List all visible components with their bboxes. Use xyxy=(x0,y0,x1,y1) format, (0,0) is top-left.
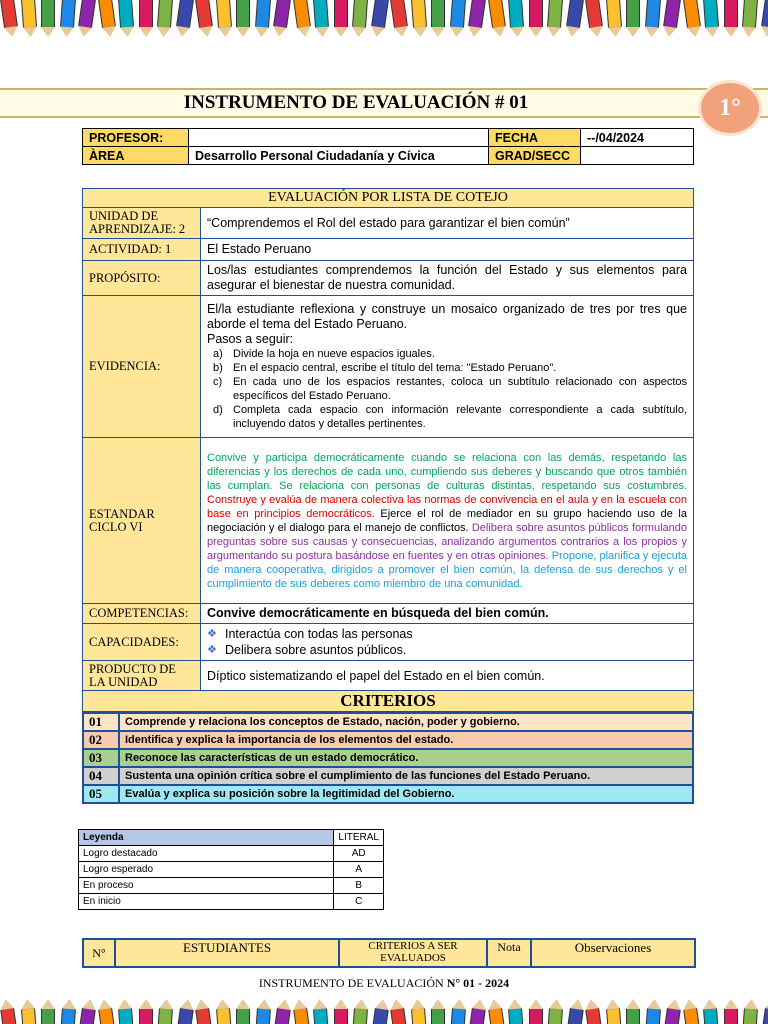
criteria-column-header: CRITERIOS A SER EVALUADOS xyxy=(339,939,487,967)
pencil-decoration xyxy=(215,0,231,28)
pencil-decoration xyxy=(195,0,213,29)
estandar-segment: Ejerce el rol de mediador en su grupo haciendo uso de la negociación y el dialogo para el manejo de conflictos. xyxy=(207,507,687,534)
criterio-row xyxy=(83,731,693,749)
criterio-text: Evalúa y explica su posición sobre la legitimidad del Gobierno. xyxy=(119,785,693,803)
legend-row-label: Logro esperado xyxy=(79,862,334,878)
legend-row-value: A xyxy=(334,862,384,878)
pencil-decoration xyxy=(605,0,621,28)
pencil-decoration xyxy=(585,0,603,29)
pencil-decoration xyxy=(41,1008,55,1024)
legend-table xyxy=(78,829,384,910)
evidencia-steps xyxy=(213,347,687,431)
grade-badge: 1° xyxy=(698,80,762,136)
evidencia-label: EVIDENCIA: xyxy=(83,296,201,438)
pencil-decoration xyxy=(547,1008,563,1024)
evidencia-step: c) En cada uno de los espacios restantes, coloca un subtítulo relacionado con aspectos específicos del Estado Peruano. xyxy=(213,376,687,402)
evidencia-pasos: Pasos a seguir: xyxy=(207,332,294,346)
criterios-heading: CRITERIOS xyxy=(82,690,694,712)
criterios-table xyxy=(82,712,694,804)
evidencia-value xyxy=(201,296,694,438)
proposito-label: PROPÓSITO: xyxy=(83,261,201,296)
pencil-decoration xyxy=(547,0,563,28)
pencil-decoration xyxy=(236,0,250,28)
pencil-decoration xyxy=(352,1008,368,1024)
fecha-label: FECHA xyxy=(489,129,581,147)
pencil-decoration xyxy=(139,1008,153,1024)
legend-row xyxy=(79,894,384,910)
capacidades-label: CAPACIDADES: xyxy=(83,624,201,661)
pencil-decoration xyxy=(21,1008,37,1024)
pencil-decoration xyxy=(390,0,408,29)
profesor-field[interactable] xyxy=(189,129,489,147)
pencil-decoration xyxy=(41,0,55,28)
criterio-number: 02 xyxy=(83,731,119,749)
top-pencil-border xyxy=(0,0,768,46)
page-title: INSTRUMENTO DE EVALUACIÓN # 01 xyxy=(183,92,529,113)
actividad-label: ACTIVIDAD: 1 xyxy=(83,239,201,261)
pencil-decoration xyxy=(0,1007,18,1024)
pencil-decoration xyxy=(139,0,153,28)
diamond-bullet-icon: ❖ xyxy=(207,628,217,640)
students-table xyxy=(82,938,696,968)
pencil-decoration xyxy=(468,0,486,29)
pencil-decoration xyxy=(195,1007,213,1024)
legend-header-value: LITERAL xyxy=(334,830,384,846)
pencil-decoration xyxy=(255,1008,271,1024)
pencil-decoration xyxy=(683,1007,701,1024)
pencil-decoration xyxy=(78,1007,96,1024)
pencil-decoration xyxy=(431,0,445,28)
pencil-decoration xyxy=(78,0,96,29)
pencil-decoration xyxy=(626,1008,640,1024)
criterio-row xyxy=(83,749,693,767)
legend-row-label: En inicio xyxy=(79,894,334,910)
bottom-pencil-border xyxy=(0,996,768,1024)
pencil-decoration xyxy=(352,0,368,28)
pencil-decoration xyxy=(431,1008,445,1024)
pencil-decoration xyxy=(273,0,291,29)
pencil-decoration xyxy=(529,0,543,28)
pencil-decoration xyxy=(645,1008,661,1024)
profesor-label: PROFESOR: xyxy=(83,129,189,147)
legend-row-value: C xyxy=(334,894,384,910)
header-table xyxy=(82,128,694,165)
legend-row xyxy=(79,862,384,878)
pencil-decoration xyxy=(216,1008,232,1024)
legend-row xyxy=(79,846,384,862)
students-column-header: ESTUDIANTES xyxy=(115,939,339,967)
criterio-number: 03 xyxy=(83,749,119,767)
actividad-value: El Estado Peruano xyxy=(201,239,694,261)
legend-row-value: B xyxy=(334,878,384,894)
pencil-decoration xyxy=(682,0,700,29)
pencil-decoration xyxy=(626,0,640,28)
pencil-decoration xyxy=(390,1007,408,1024)
competencias-label: COMPETENCIAS: xyxy=(83,604,201,624)
legend-row-label: Logro destacado xyxy=(79,846,334,862)
criterio-text: Reconoce las características de un estado democrático. xyxy=(119,749,693,767)
area-value: Desarrollo Personal Ciudadanía y Cívica xyxy=(189,147,489,165)
legend-row xyxy=(79,878,384,894)
area-label: ÀREA xyxy=(83,147,189,165)
footer-text: INSTRUMENTO DE EVALUACIÓN xyxy=(258,976,447,990)
pencil-decoration xyxy=(334,0,348,28)
estandar-value xyxy=(201,438,694,604)
diamond-bullet-icon: ❖ xyxy=(207,644,217,656)
producto-value: Díptico sistematizando el papel del Estado en el bien común. xyxy=(201,661,694,692)
pencil-decoration xyxy=(97,0,115,29)
pencil-decoration xyxy=(0,0,18,29)
criterio-number: 05 xyxy=(83,785,119,803)
pencil-decoration xyxy=(20,0,36,28)
footer-number: N° 01 - 2024 xyxy=(446,976,510,990)
pencil-decoration xyxy=(334,1008,348,1024)
pencil-decoration xyxy=(410,0,426,28)
pencil-decoration xyxy=(157,1008,173,1024)
pencil-decoration xyxy=(468,1007,486,1024)
pencil-decoration xyxy=(703,0,719,28)
capacidad-item: ❖ Interactúa con todas las personas xyxy=(207,627,413,641)
criterio-row xyxy=(83,785,693,803)
grade-column-header: Nota xyxy=(487,939,531,967)
pencil-decoration xyxy=(488,1007,506,1024)
observations-column-header: Observaciones xyxy=(531,939,695,967)
criterio-text: Identifica y explica la importancia de los elementos del estado. xyxy=(119,731,693,749)
pencil-decoration xyxy=(313,1008,329,1024)
pencil-decoration xyxy=(761,1007,768,1024)
pencil-decoration xyxy=(449,0,465,28)
pencil-decoration xyxy=(508,0,524,28)
criterio-row xyxy=(83,713,693,731)
pencil-decoration xyxy=(724,1008,738,1024)
pencil-decoration xyxy=(411,1008,427,1024)
producto-label: PRODUCTO DE LA UNIDAD xyxy=(83,661,201,692)
criterio-row xyxy=(83,767,693,785)
capacidad-item: ❖ Delibera sobre asuntos públicos. xyxy=(207,643,407,657)
pencil-decoration xyxy=(313,0,329,28)
pencil-decoration xyxy=(487,0,505,29)
criterio-number: 01 xyxy=(83,713,119,731)
criterio-number: 04 xyxy=(83,767,119,785)
proposito-value: Los/las estudiantes comprendemos la función del Estado y sus elementos para asegurar el bienestar de nuestra comunidad. xyxy=(201,261,694,296)
pencil-decoration xyxy=(585,1007,603,1024)
pencil-decoration xyxy=(742,1008,758,1024)
evaluation-table xyxy=(82,188,694,692)
pencil-decoration xyxy=(98,1007,116,1024)
estandar-segment: Propone, planifica y ejecuta de manera cooperativa, dirigidos a promover el bien común, la defensa de sus derechos y el cumplimiento de sus deberes como miembro de una comunidad. xyxy=(207,549,687,590)
evidencia-step: b) En el espacio central, escribe el título del tema: "Estado Peruano". xyxy=(213,362,557,374)
fecha-field[interactable]: --/04/2024 xyxy=(581,129,694,147)
criterio-text: Sustenta una opinión crítica sobre el cumplimiento de las funciones del Estado Peruano. xyxy=(119,767,693,785)
unidad-label: UNIDAD DE APRENDIZAJE: 2 xyxy=(83,208,201,239)
pencil-decoration xyxy=(293,1007,311,1024)
pencil-decoration xyxy=(508,1008,524,1024)
unidad-value: “Comprendemos el Rol del estado para garantizar el bien común” xyxy=(201,208,694,239)
pencil-decoration xyxy=(371,1007,389,1024)
grad-field[interactable] xyxy=(581,147,694,165)
pencil-decoration xyxy=(370,0,388,29)
pencil-decoration xyxy=(175,0,193,29)
pencil-decoration xyxy=(606,1008,622,1024)
pencil-decoration xyxy=(254,0,270,28)
evidencia-intro: El/la estudiante reflexiona y construye un mosaico organizado de tres por tres que aborde el tema del Estado Peruano. xyxy=(207,302,687,331)
evidencia-step: a) Divide la hoja en nueve espacios iguales. xyxy=(213,348,435,360)
estandar-segment: Construye y evalúa de manera colectiva las normas de convivencia en el aula y en la escuela con base en principios democráticos. xyxy=(207,493,687,520)
pencil-decoration xyxy=(176,1007,194,1024)
pencil-decoration xyxy=(663,0,681,29)
pencil-decoration xyxy=(644,0,660,28)
pencil-decoration xyxy=(450,1008,466,1024)
grad-label: GRAD/SECC xyxy=(489,147,581,165)
pencil-decoration xyxy=(273,1007,291,1024)
pencil-decoration xyxy=(59,0,75,28)
pencil-decoration xyxy=(724,0,738,28)
number-column-header: N° xyxy=(83,939,115,967)
criterio-text: Comprende y relaciona los conceptos de Estado, nación, poder y gobierno. xyxy=(119,713,693,731)
footer xyxy=(0,976,768,991)
pencil-decoration xyxy=(118,0,134,28)
pencil-decoration xyxy=(60,1008,76,1024)
pencil-decoration xyxy=(760,0,768,29)
competencias-value: Convive democráticamente en búsqueda del bien común. xyxy=(201,604,694,624)
evidencia-step: d) Completa cada espacio con información relevante correspondiente a cada subtítulo, incluyendo datos y detalles pertinentes. xyxy=(213,404,687,430)
pencil-decoration xyxy=(157,0,173,28)
pencil-decoration xyxy=(566,1007,584,1024)
legend-header-label: Leyenda xyxy=(79,830,334,846)
capacidades-value xyxy=(201,624,694,661)
estandar-label: ESTANDAR CICLO VI xyxy=(83,438,201,604)
pencil-decoration xyxy=(663,1007,681,1024)
estandar-segment: Convive y participa democráticamente cuando se relaciona con las demás, respetando las diferencias y los derechos de cada uno, cumpliendo sus deberes y buscando que otros también las cumplan. Se relaciona con personas de culturas distintas, respetando sus costumbres. xyxy=(207,451,687,492)
pencil-decoration xyxy=(118,1008,134,1024)
pencil-decoration xyxy=(703,1008,719,1024)
pencil-decoration xyxy=(565,0,583,29)
estandar-segment: Delibera sobre asuntos públicos formulando preguntas sobre sus causas y consecuencias, analizando argumentos contrarios a los propios y argumentando su postura basándose en fuentes y en otras opiniones. xyxy=(207,521,687,562)
evaluation-heading: EVALUACIÓN POR LISTA DE COTEJO xyxy=(83,189,694,208)
legend-row-label: En proceso xyxy=(79,878,334,894)
legend-row-value: AD xyxy=(334,846,384,862)
pencil-decoration xyxy=(742,0,758,28)
pencil-decoration xyxy=(236,1008,250,1024)
pencil-decoration xyxy=(292,0,310,29)
pencil-decoration xyxy=(529,1008,543,1024)
